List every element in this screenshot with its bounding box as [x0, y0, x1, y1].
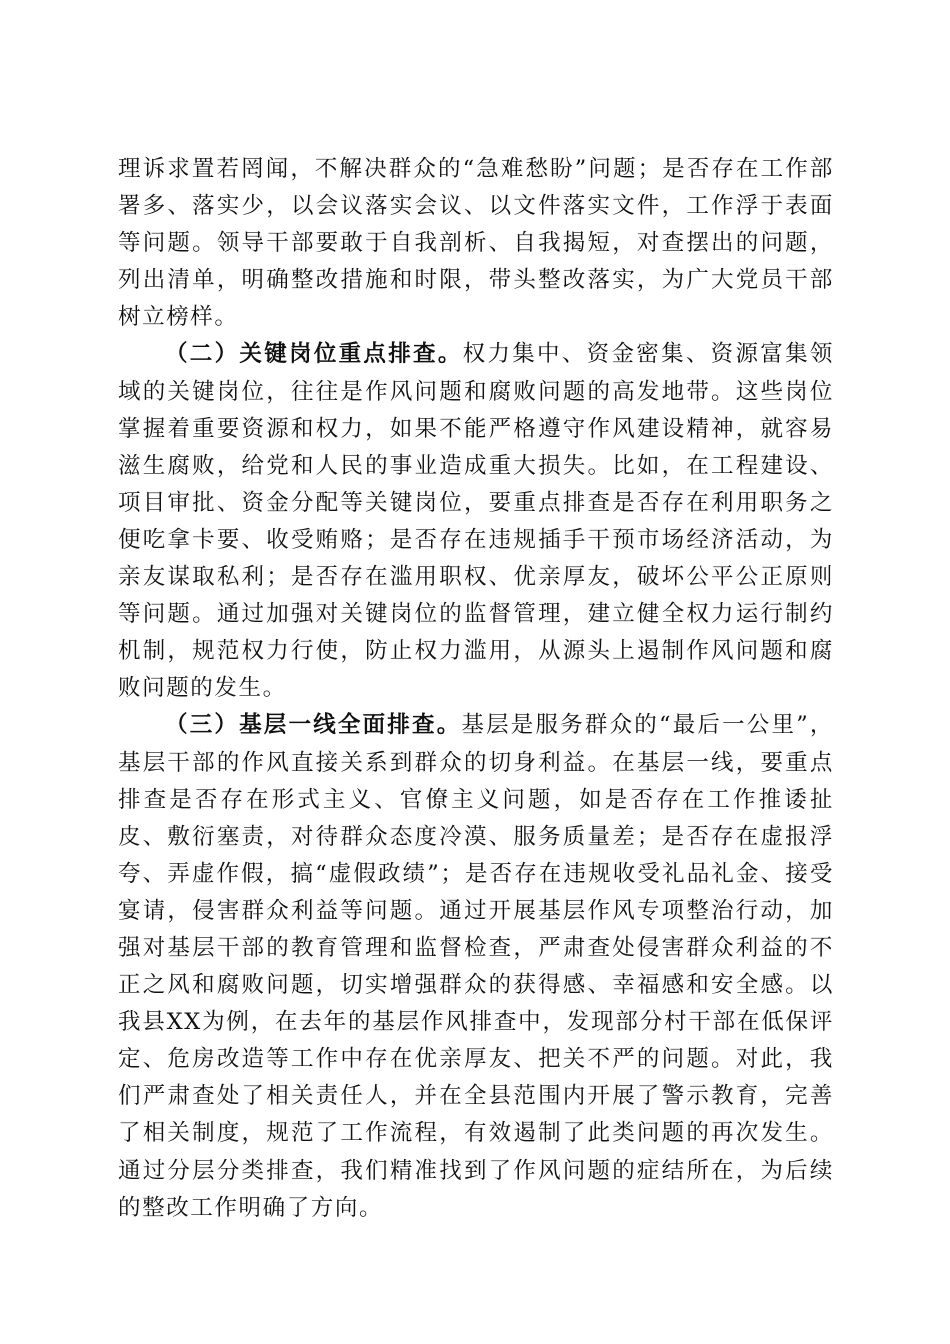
paragraph-continued [118, 151, 834, 336]
paragraph-key-positions [118, 336, 834, 707]
paragraph-grassroots [118, 707, 834, 1226]
paragraph-text: 权力集中、资金密集、资源富集领域的关键岗位，往往是作风问题和腐败问题的高发地带。这些岗位掌握着重要资源和权力，如果不能严格遵守作风建设精神，就容易滋生腐败，给党和人民的事业造成重大损失。比如，在工程建设、项目审批、资金分配等关键岗位，要重点排查是否存在利用职务之便吃拿卡要、收受贿赂；是否存在违规插手干预市场经济活动，为亲友谋取私利；是否存在滥用职权、优亲厚友，破坏公平公正原则等问题。通过加强对关键岗位的监督管理，建立健全权力运行制约机制，规范权力行使，防止权力滥用，从源头上遏制作风问题和腐败问题的发生。 [118, 341, 834, 702]
section-heading-key-positions: （二）关键岗位重点排查。 [165, 341, 463, 368]
section-heading-grassroots: （三）基层一线全面排查。 [165, 712, 462, 739]
document-body [118, 151, 834, 1227]
paragraph-text: 理诉求置若罔闻，不解决群众的“急难愁盼”问题；是否存在工作部署多、落实少，以会议落实会议、以文件落实文件，工作浮于表面等问题。领导干部要敢于自我剖析、自我揭短，对查摆出的问题，列出清单，明确整改措施和时限，带头整改落实，为广大党员干部树立榜样。 [118, 156, 834, 331]
paragraph-text: 基层是服务群众的“最后一公里”，基层干部的作风直接关系到群众的切身利益。在基层一线，要重点排查是否存在形式主义、官僚主义问题，如是否存在工作推诿扯皮、敷衍塞责，对待群众态度冷漠、服务质量差；是否存在虚报浮夸、弄虚作假，搞“虚假政绩”；是否存在违规收受礼品礼金、接受宴请，侵害群众利益等问题。通过开展基层作风专项整治行动，加强对基层干部的教育管理和监督检查，严肃查处侵害群众利益的不正之风和腐败问题，切实增强群众的获得感、幸福感和安全感。以我县XX为例，在去年的基层作风排查中，发现部分村干部在低保评定、危房改造等工作中存在优亲厚友、把关不严的问题。对此，我们严肃查处了相关责任人，并在全县范围内开展了警示教育，完善了相关制度，规范了工作流程，有效遏制了此类问题的再次发生。通过分层分类排查，我们精准找到了作风问题的症结所在，为后续的整改工作明确了方向。 [118, 712, 835, 1221]
